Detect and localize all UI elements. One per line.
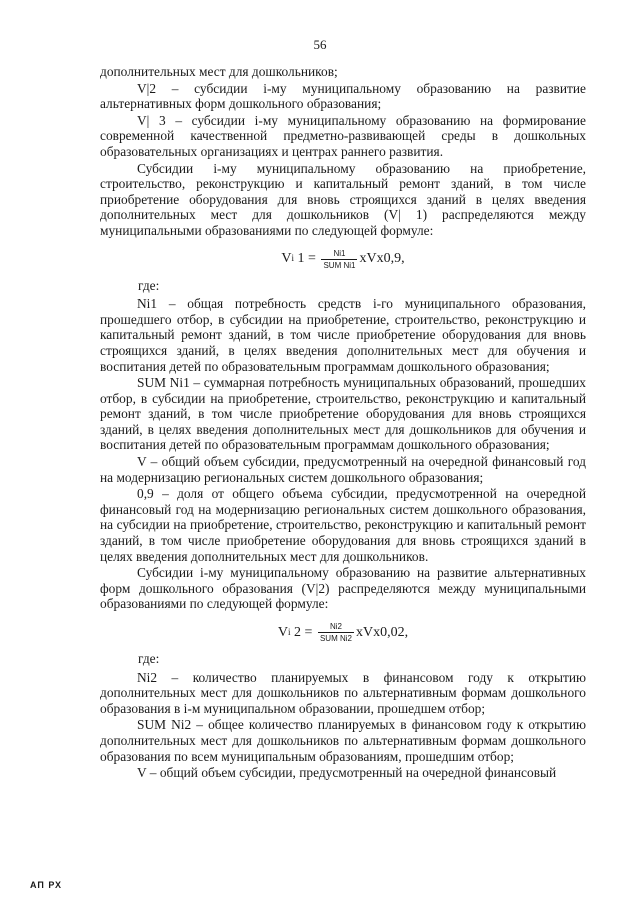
paragraph: V – общий объем субсидии, предусмотренный на очередной финансовый xyxy=(137,765,557,781)
paragraph: SUM Ni2 – общее количество планируемых в финансовом году к открытию дополнительных мест для дошкольников по альтернативным формам дошкольного образования по всем муниципальным образованиям, прошедшим отбор; xyxy=(100,717,586,764)
paragraph: V| 3 – субсидии i-му муниципальному образованию на формирование современной качественной предметно-развивающей среды в дошкольных образовательных организациях и центрах раннего развития. xyxy=(100,112,586,159)
fraction-bar xyxy=(321,259,357,260)
formula-lhs-sub: i xyxy=(288,626,291,637)
formula-lhs-sub: i xyxy=(291,253,295,264)
formula-lhs: V xyxy=(277,624,289,640)
formula-numerator: Ni1 xyxy=(333,248,346,258)
paragraph: SUM Ni1 – суммарная потребность муниципальных образований, прошедших отбор, в субсидии на приобретение, строительство, реконструкцию и капитальный ремонт зданий, в том числе приобретение оборудования для вновь строящихся зданий, в целях введения дополнительных мест для дошкольников для обучения и воспитания детей по образовательным программам дошкольного образования; xyxy=(100,375,586,453)
formula-rhs: xVx0,9, xyxy=(359,251,405,267)
paragraph: Субсидии i-му муниципальному образованию на приобретение, строительство, реконструкцию и капитальный ремонт зданий, в том числе приобретение оборудования для вновь строящихся зданий в целях введения дополнительных мест для дошкольников (V| 1) распределяются между муниципальными образованиями по следующей формуле: xyxy=(100,160,586,238)
formula-lhs-tail: 2 = xyxy=(290,624,316,640)
paragraph: Ni1 – общая потребность средств i-го муниципального образования, прошедшего отбор, в субсидии на приобретение, строительство, реконструкцию и капитальный ремонт зданий, в том числе приобретение оборудования для вновь строящихся зданий, в целях введения дополнительных мест для обучения и воспитания детей по образовательным программам дошкольного образования; xyxy=(100,296,586,374)
page-body xyxy=(100,64,586,782)
formula-fraction xyxy=(318,622,354,643)
formula-lhs-tail: 1 = xyxy=(294,251,320,267)
formula-lhs: V xyxy=(281,251,292,267)
paragraph: дополнительных мест для дошкольников; xyxy=(100,64,338,79)
paragraph: Субсидии i-му муниципальному образованию на развитие альтернативных форм дошкольного образования (V|2) распределяются между муниципальными образованиями по следующей формуле: xyxy=(100,565,586,612)
footer-mark: АП РХ xyxy=(30,880,63,890)
paragraph: V – общий объем субсидии, предусмотренный на очередной финансовый год на модернизацию региональных систем дошкольного образования; xyxy=(100,454,586,485)
formula-v2 xyxy=(100,622,586,643)
formula-numerator: Ni2 xyxy=(329,622,342,631)
page-number: 56 xyxy=(313,37,327,52)
formula-v1 xyxy=(100,249,586,270)
formula-denominator: SUM Ni1 xyxy=(323,260,356,270)
formula-rhs: xVx0,02, xyxy=(355,624,409,640)
paragraph: V|2 – субсидии i-му муниципальному образованию на развитие альтернативных форм дошкольного образования; xyxy=(100,80,586,112)
formula-denominator: SUM Ni2 xyxy=(319,634,352,643)
paragraph: Ni2 – количество планируемых в финансовом году к открытию дополнительных мест для дошкольников по альтернативным формам дошкольного образования в i-м муниципальном образовании, прошедшем отбор; xyxy=(100,669,586,716)
paragraph: 0,9 – доля от общего объема субсидии, предусмотренной на очередной финансовый год на модернизацию региональных систем дошкольного образования, на субсидии на приобретение, строительство, реконструкцию и капитальный ремонт зданий, в том числе приобретение оборудования для вновь строящихся зданий в целях введения дополнительных мест для дошкольников. xyxy=(100,486,586,564)
where-label: где: xyxy=(138,277,160,293)
formula-fraction xyxy=(321,249,357,270)
where-label: где: xyxy=(138,651,160,666)
fraction-bar xyxy=(318,632,354,633)
